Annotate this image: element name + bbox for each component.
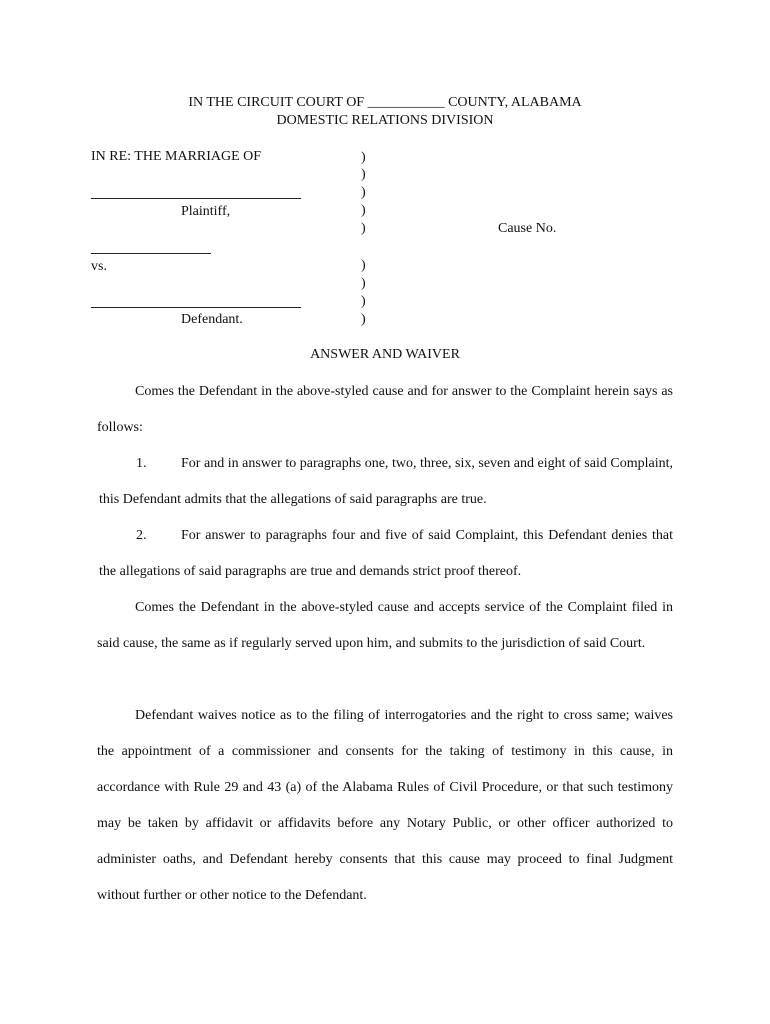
caption-paren: ) <box>361 312 366 327</box>
caption-paren: ) <box>361 221 366 236</box>
division-heading: DOMESTIC RELATIONS DIVISION <box>276 113 494 128</box>
plaintiff-name-line <box>91 198 301 199</box>
short-blank-line <box>91 253 211 254</box>
item-2-number: 2. <box>136 528 147 543</box>
caption-paren: ) <box>361 276 366 291</box>
caption-paren: ) <box>361 167 366 182</box>
caption-paren: ) <box>361 294 366 309</box>
item-1-number: 1. <box>136 456 147 471</box>
defendant-label: Defendant. <box>181 312 243 327</box>
vs-label: vs. <box>91 259 107 274</box>
document-title: ANSWER AND WAIVER <box>310 347 460 362</box>
cause-number-label: Cause No. <box>498 221 557 236</box>
caption-paren: ) <box>361 185 366 200</box>
plaintiff-label: Plaintiff, <box>181 204 231 219</box>
caption-paren: ) <box>361 150 366 165</box>
in-re-label: IN RE: THE MARRIAGE OF <box>91 149 262 164</box>
caption-paren: ) <box>361 203 366 218</box>
waiver-text: Defendant waives notice as to the filing of interrogatories and the right to cross same; waives the appointment of a commissioner and consents for the taking of testimony in this cause, in accordance with Rule 29 and 43 (a) of the Alabama Rules of Civil Procedure, or that such testimony may be taken by affidavit or affidavits before any Notary Public, or other officer authorized to administer oaths, and Defendant hereby consents that this cause may proceed to final Judgment without further or other notice to the Defendant. <box>97 708 673 903</box>
answer-item-2 <box>99 518 673 590</box>
caption-paren: ) <box>361 258 366 273</box>
item-2-text: For answer to paragraphs four and five of said Complaint, this Defendant denies that the allegations of said paragraphs are true and demands strict proof thereof. <box>99 528 673 579</box>
waiver-paragraph <box>97 698 673 914</box>
service-paragraph <box>97 590 673 662</box>
defendant-name-line <box>91 307 301 308</box>
intro-text: Comes the Defendant in the above-styled cause and for answer to the Complaint herein says as follows: <box>97 384 673 435</box>
answer-item-1 <box>99 446 673 518</box>
item-1-text: For and in answer to paragraphs one, two, three, six, seven and eight of said Complaint, this Defendant admits that the allegations of said paragraphs are true. <box>99 456 673 507</box>
intro-paragraph <box>97 374 673 446</box>
service-text: Comes the Defendant in the above-styled cause and accepts service of the Complaint filed in said cause, the same as if regularly served upon him, and submits to the jurisdiction of said Court. <box>97 600 673 651</box>
court-heading: IN THE CIRCUIT COURT OF ___________ COUNTY, ALABAMA <box>188 95 582 110</box>
